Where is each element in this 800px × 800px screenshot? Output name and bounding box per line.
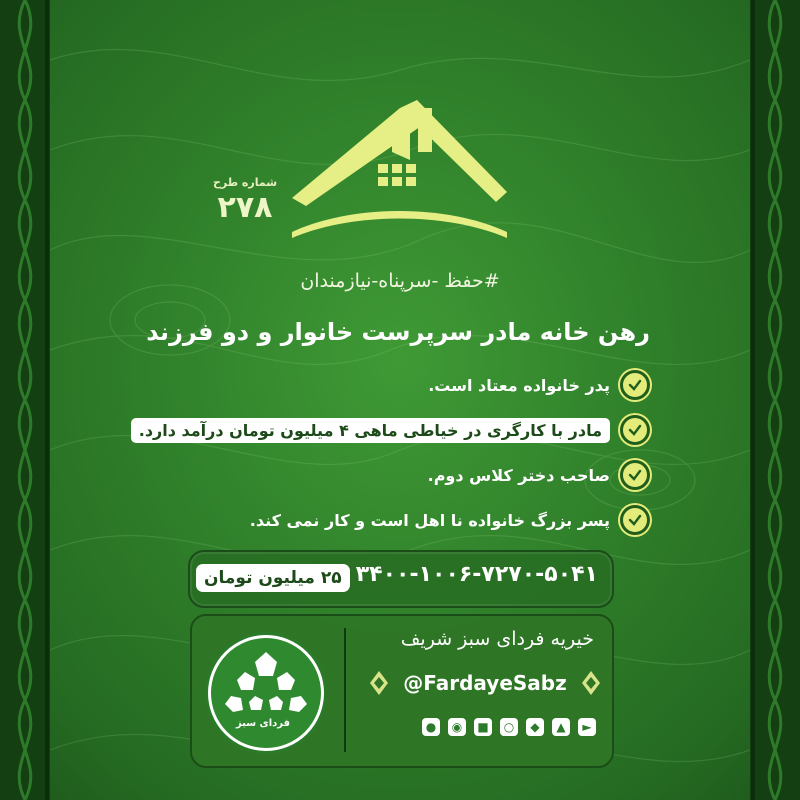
list-item: [250, 503, 650, 537]
hashtag: #حفظ -سرپناه-نیازمندان: [300, 270, 500, 292]
charity-logo-icon: [211, 638, 321, 748]
footer-divider: [344, 628, 346, 752]
footer-card: [190, 614, 614, 768]
list-item: [428, 458, 650, 492]
ornament-icon: [370, 671, 388, 695]
whatsapp-icon[interactable]: ●: [422, 718, 440, 736]
account-box: [188, 550, 614, 608]
rubika-icon[interactable]: ◆: [526, 718, 544, 736]
list-item-text: پدر خانواده معتاد است.: [428, 375, 610, 395]
list-item-text: صاحب دختر کلاس دوم.: [427, 465, 610, 485]
list-item: [428, 368, 650, 402]
list-item-text: پسر بزرگ خانواده نا اهل است و کار نمی کند.: [249, 510, 610, 530]
check-icon: [620, 505, 650, 535]
eitaa-icon[interactable]: ■: [474, 718, 492, 736]
list-item-text-highlighted: مادر با کارگری در خیاطی ماهی ۴ میلیون تومان درآمد دارد.: [131, 418, 610, 443]
twitter-icon[interactable]: ▲: [552, 718, 570, 736]
plan-number: ۲۷۸: [217, 190, 273, 225]
social-handle[interactable]: @FardayeSabz: [403, 671, 567, 695]
plan-number-label: شماره طرح: [212, 176, 278, 189]
check-icon: [620, 370, 650, 400]
instagram-icon[interactable]: ○: [500, 718, 518, 736]
charity-logo-text: فردای سبز: [235, 718, 291, 729]
handle-row: [370, 668, 600, 698]
left-ornament-border: [0, 0, 50, 800]
donation-amount-badge: ۲۵ میلیون تومان: [196, 564, 350, 592]
charity-name: خیریه فردای سبز شریف: [400, 628, 594, 650]
charity-logo: [208, 635, 324, 751]
bale-icon[interactable]: ◉: [448, 718, 466, 736]
check-icon: [620, 415, 650, 445]
headline: رهن خانه مادر سرپرست خانوار و دو فرزند: [146, 318, 650, 346]
telegram-icon[interactable]: ►: [578, 718, 596, 736]
account-number[interactable]: ۳۴۰۰-۱۰۰۶-۷۲۷۰-۵۰۴۱: [355, 562, 598, 587]
ornament-icon: [582, 671, 600, 695]
check-icon: [620, 460, 650, 490]
social-icons: [422, 718, 596, 736]
right-ornament-border: [750, 0, 800, 800]
house-roof-icon: [292, 100, 507, 240]
list-item: [131, 413, 650, 447]
